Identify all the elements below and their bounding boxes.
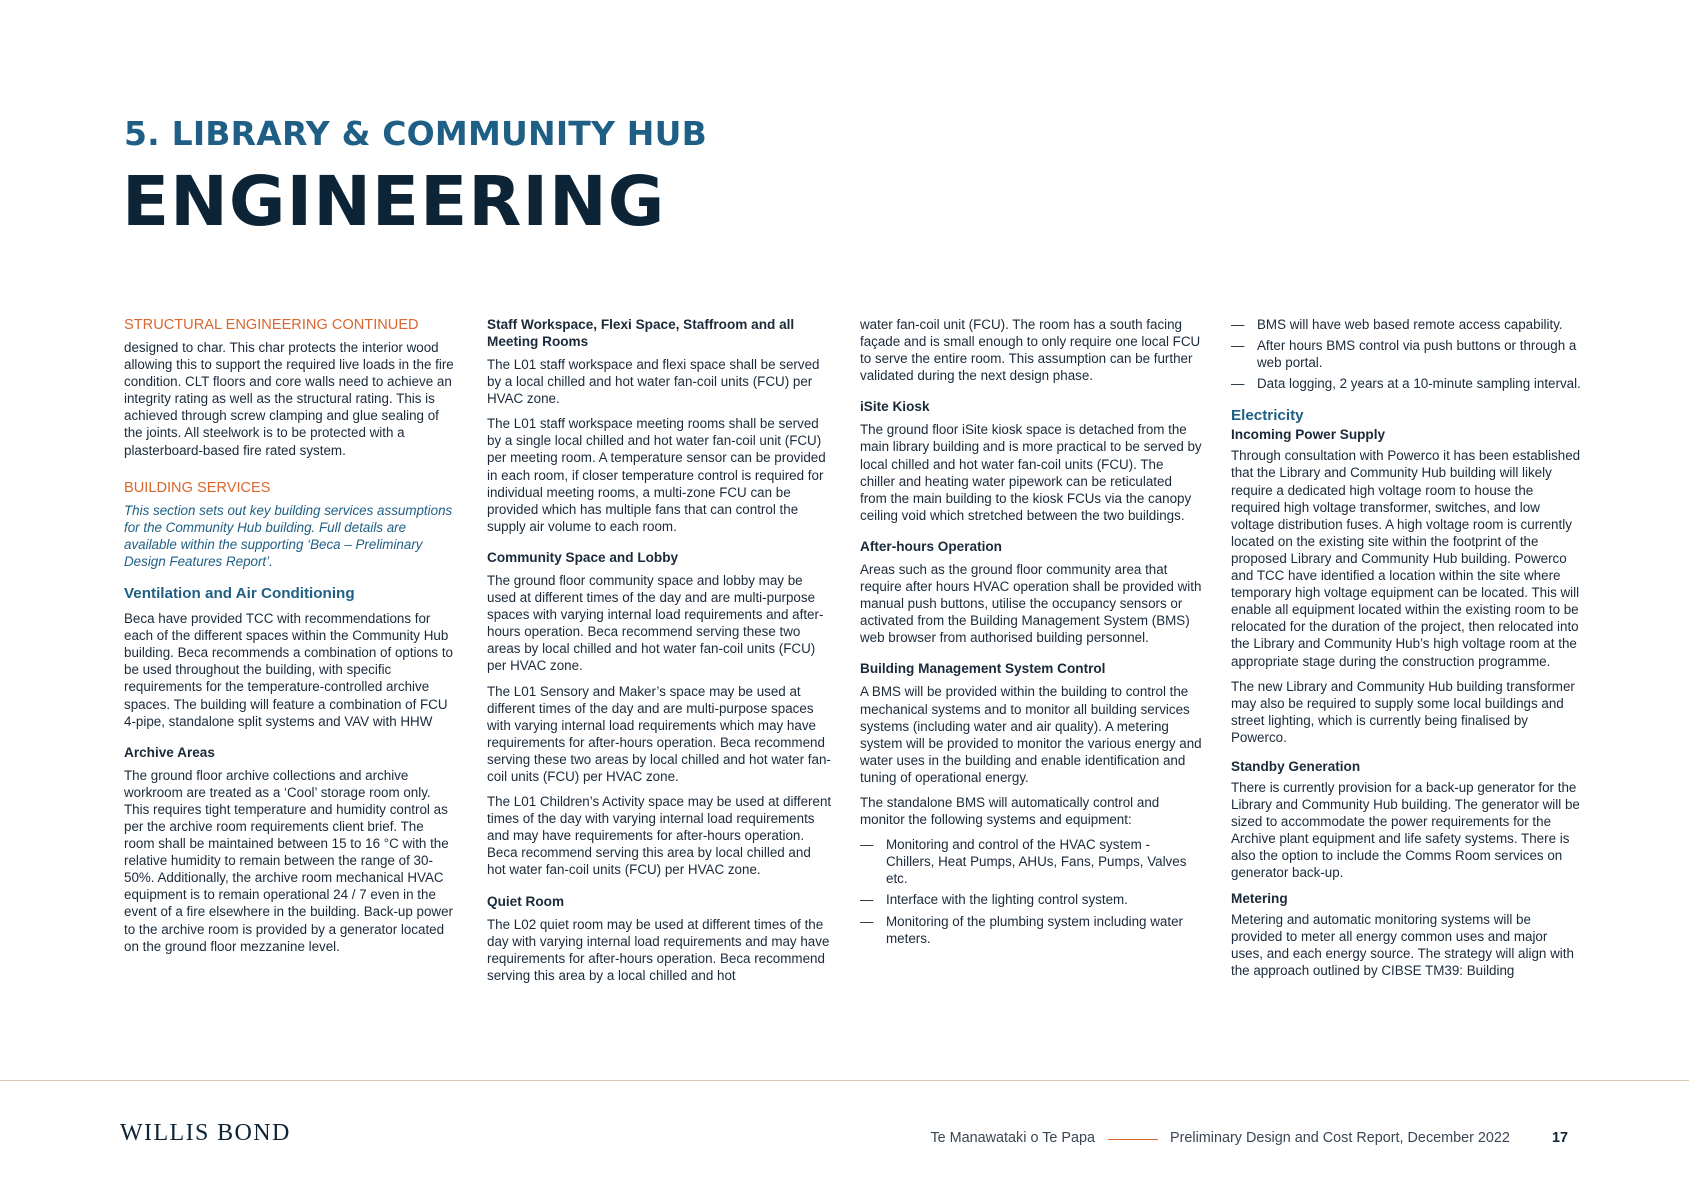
isite-kiosk-heading: iSite Kiosk bbox=[860, 399, 930, 415]
column-3 bbox=[860, 316, 1202, 951]
page-title: ENGINEERING bbox=[122, 162, 666, 242]
archive-paragraph: The ground floor archive collections and archive workroom are treated as a ‘Cool’ storage room only. This requires tight temperature and humidity control as per the archive room requirements client brief. The room shall be maintained between 15 to 16 °C with the relative humidity to remain between the range of 30-50%. Additionally, the archive room mechanical HVAC equipment is to remain operational 24 / 7 even in the event of a fire elsewhere in the building. Back-up power to the archive room is provided by a generator located on the ground floor mezzanine level. bbox=[124, 767, 454, 954]
bms-paragraph-2: The standalone BMS will automatically control and monitor the following systems and equipment: bbox=[860, 794, 1160, 828]
bms-features-list bbox=[1231, 316, 1581, 392]
standby-generation-heading: Standby Generation bbox=[1231, 758, 1361, 774]
after-hours-paragraph: Areas such as the ground floor community area that require after hours HVAC operation shall be provided with manual push buttons, utilise the occupancy sensors or activated from the Building Management System (BMS) web browser from authorised building personnel. bbox=[860, 561, 1202, 646]
column-4 bbox=[1231, 316, 1581, 987]
column-1 bbox=[124, 316, 454, 963]
staff-workspace-heading: Staff Workspace, Flexi Space, Staffroom and all Meeting Rooms bbox=[487, 317, 795, 349]
list-item: — Monitoring and control of the HVAC system - Chillers, Heat Pumps, AHUs, Fans, Pumps, Valves etc. bbox=[860, 836, 1202, 887]
staff-workspace-paragraph-1: The L01 staff workspace and flexi space shall be served by a local chilled and hot water fan-coil units (FCU) per HVAC zone. bbox=[487, 357, 820, 407]
incoming-power-paragraph-1: Through consultation with Powerco it has been established that the Library and Community Hub building will likely require a dedicated high voltage room to house the required high voltage transformer, switches, and low voltage distribution fuses. A high voltage room is currently located on the existing site within the footprint of the proposed Library and Community Hub building. Powerco and TCC have identified a location within the site where temporary high voltage equipment can be located. This will enable all equipment located within the existing room to be relocated for the duration of the project, then relocated into the Library and Community Hub’s high voltage room at the appropriate stage during the construction programme. bbox=[1231, 448, 1581, 669]
list-item: — Interface with the lighting control system. bbox=[860, 891, 1202, 908]
archive-heading: Archive Areas bbox=[124, 744, 215, 760]
quiet-room-paragraph: The L02 quiet room may be used at different times of the day with varying internal load requirements and may have requirements for after-hours operation. Beca recommend serving this area by a local chilled and hot bbox=[487, 916, 830, 983]
page-footer bbox=[0, 1120, 1689, 1156]
metering-heading: Metering bbox=[1231, 890, 1288, 906]
incoming-power-paragraph-2: The new Library and Community Hub building transformer may also be required to supply some local buildings and street lighting, which is currently being finalised by Powerco. bbox=[1231, 678, 1575, 745]
column-2 bbox=[487, 316, 832, 992]
bms-paragraph-1: A BMS will be provided within the building to control the mechanical systems and to monitor all building services systems (including water and air quality). A metering system will be provided to monitor the various energy and water uses in the building and enable identification and tuning of operational energy. bbox=[860, 684, 1202, 785]
quiet-room-continued-paragraph: water fan-coil unit (FCU). The room has a south facing façade and is small enough to only require one local FCU to serve the entire room. This assumption can be further validated during the next design phase. bbox=[860, 317, 1201, 384]
incoming-power-heading: Incoming Power Supply bbox=[1231, 427, 1386, 443]
bms-heading: Building Management System Control bbox=[860, 661, 1106, 677]
list-item: — Data logging, 2 years at a 10-minute sampling interval. bbox=[1231, 375, 1581, 392]
community-space-paragraph-3: The L01 Children’s Activity space may be used at different times of the day with varying internal load requirements and may have requirements for after-hours operation. Beca recommend serving this area by local chilled and hot water fan-coil units (FCU) per HVAC zone. bbox=[487, 794, 832, 878]
footer-project-name: Te Manawataki o Te Papa bbox=[930, 1130, 1095, 1146]
quiet-room-heading: Quiet Room bbox=[487, 893, 565, 909]
ventilation-heading: Ventilation and Air Conditioning bbox=[124, 585, 355, 603]
after-hours-heading: After-hours Operation bbox=[860, 538, 1002, 554]
metering-paragraph: Metering and automatic monitoring systems will be provided to meter all energy common uses and major uses, and each energy source. The strategy will align with the approach outlined by CIBSE TM39: Building bbox=[1231, 911, 1574, 978]
building-services-intro: This section sets out key building services assumptions for the Community Hub building. Full details are available within the supporting ‘Beca – Preliminary Design Features Report’. bbox=[124, 502, 453, 569]
electricity-heading: Electricity bbox=[1231, 407, 1304, 425]
list-item: — BMS will have web based remote access capability. bbox=[1231, 316, 1581, 333]
community-space-heading: Community Space and Lobby bbox=[487, 549, 679, 565]
isite-kiosk-paragraph: The ground floor iSite kiosk space is detached from the main library building and is more practical to be served by local chilled and hot water fan-coil units (FCU). The chiller and heating water pipework can be reticulated from the main building to the kiosk FCUs via the canopy ceiling void which stretched between the two buildings. bbox=[860, 422, 1202, 523]
community-space-paragraph-1: The ground floor community space and lobby may be used at different times of the day and are multi-purpose spaces with varying internal load requirements and after-hours operation. Beca recommend serving these two areas by local chilled and hot water fan-coil units (FCU) per HVAC zone. bbox=[487, 572, 824, 674]
community-space-paragraph-2: The L01 Sensory and Maker’s space may be used at different times of the day and are multi-purpose spaces with varying internal load requirements which may have requirements for after-hours operation. Beca recommend serving these two areas by local chilled and hot water fan-coil units (FCU) per HVAC zone. bbox=[487, 683, 831, 784]
list-item: — Monitoring of the plumbing system including water meters. bbox=[860, 913, 1202, 947]
ventilation-paragraph: Beca have provided TCC with recommendations for each of the different spaces within the Community Hub building. Beca recommends a combination of options to be used throughout the building, with specific requirements for the temperature-controlled archive spaces. The building will feature a combination of FCU 4-pipe, standalone split systems and VAV with HHW bbox=[124, 611, 454, 729]
section-heading-structural: STRUCTURAL ENGINEERING CONTINUED bbox=[124, 317, 419, 333]
section-heading-building-services: BUILDING SERVICES bbox=[124, 479, 271, 496]
section-subtitle: 5. LIBRARY & COMMUNITY HUB bbox=[124, 114, 707, 153]
staff-workspace-paragraph-2: The L01 staff workspace meeting rooms shall be served by a single local chilled and hot water fan-coil unit (FCU) per meeting room. A temperature sensor can be provided in each room, if closer temperature control is required for individual meeting rooms, a multi-zone FCU can be provided which has multiple fans that can control the supply air volume to each room. bbox=[487, 416, 826, 534]
footer-divider bbox=[0, 1080, 1689, 1081]
standby-generation-paragraph: There is currently provision for a back-up generator for the Library and Community Hub building. The generator will be sized to accommodate the power requirements for the Archive plant equipment and life safety systems. There is also the option to include the Comms Room services on generator back-up. bbox=[1231, 779, 1580, 881]
page-header bbox=[124, 114, 707, 242]
willis-bond-logo: WILLIS BOND bbox=[120, 1120, 291, 1146]
bms-systems-list bbox=[860, 836, 1202, 947]
structural-paragraph: designed to char. This char protects the interior wood allowing this to support the required live loads in the fire condition. CLT floors and core walls need to achieve an integrity rating as well as the structural rating. This is achieved through screw clamping and glue sealing of the joints. All steelwork is to be protected with a plasterboard-based fire rated system. bbox=[124, 340, 454, 458]
footer-report-title: Preliminary Design and Cost Report, December 2022 bbox=[1170, 1130, 1510, 1146]
list-item: — After hours BMS control via push buttons or through a web portal. bbox=[1231, 337, 1581, 371]
page-number: 17 bbox=[1551, 1130, 1568, 1146]
footer-separator-line bbox=[1108, 1139, 1158, 1140]
